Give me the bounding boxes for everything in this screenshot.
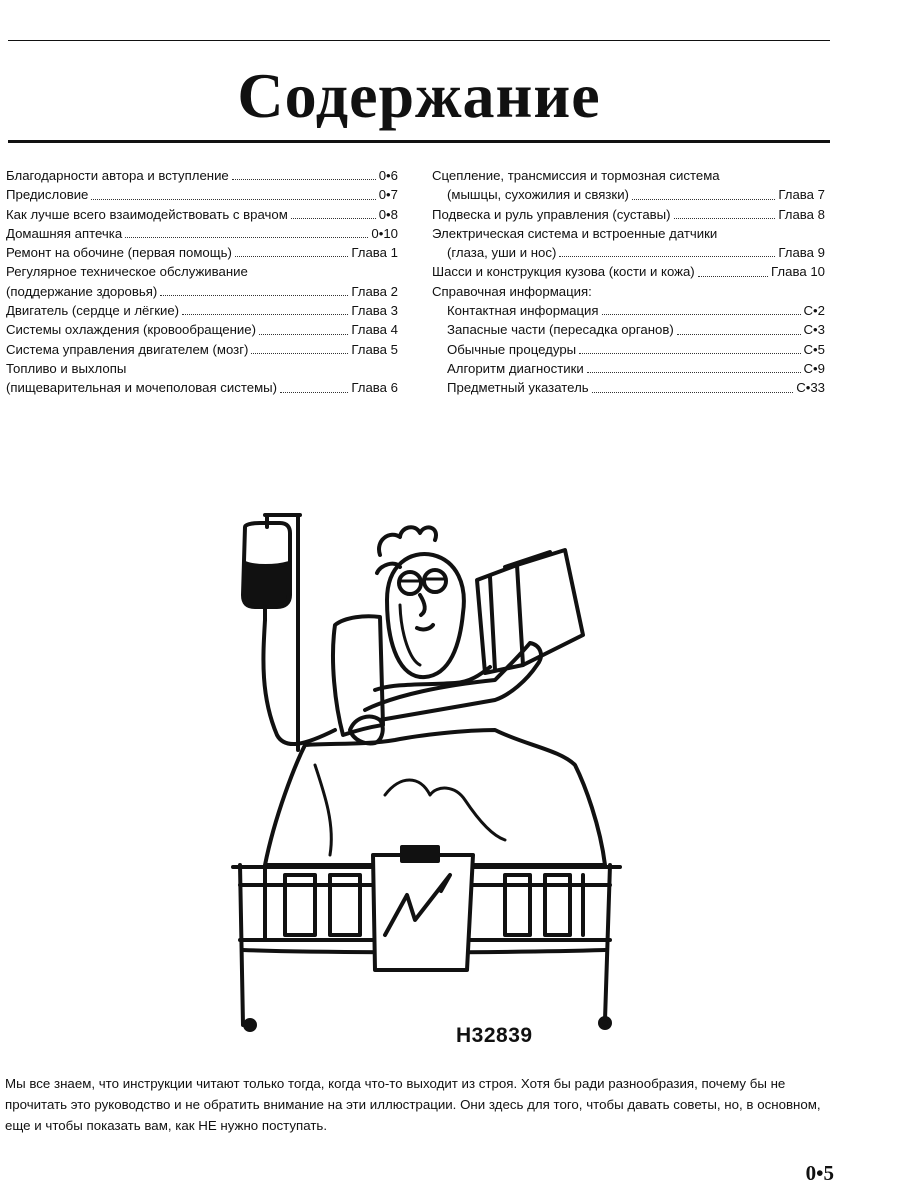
toc-entry[interactable]: Системы охлаждения (кровообращение) Глава 4 xyxy=(6,322,398,338)
toc-entry[interactable]: Как лучше всего взаимодействовать с врачом 0•8 xyxy=(6,206,398,222)
page-number: 0•5 xyxy=(805,1161,834,1185)
toc-entry-heading: Сцепление, трансмиссия и тормозная система xyxy=(432,168,720,183)
toc-entry[interactable]: Предметный указатель С•33 xyxy=(447,380,825,396)
toc-entry[interactable]: (глаза, уши и нос) Глава 9 xyxy=(447,245,825,261)
figure-caption: Мы все знаем, что инструкции читают только тогда, когда что-то выходит из строя. Хотя бы ради разнообразия, почему бы не прочитать это руководство и не обратить внимание на эти иллюстрации. Они здесь для того, чтобы давать советы, но, в основном, еще и чтобы показать вам, как НЕ нужно поступать. xyxy=(5,1076,821,1133)
toc-entry[interactable]: (пищеварительная и мочеполовая системы) Глава 6 xyxy=(6,380,398,396)
toc-right-column xyxy=(432,166,825,398)
toc-entry[interactable]: Подвеска и руль управления (суставы) Глава 8 xyxy=(432,206,825,222)
toc-entry[interactable]: Ремонт на обочине (первая помощь) Глава 1 xyxy=(6,245,398,261)
blanket-fold xyxy=(385,780,505,840)
blanket-fold xyxy=(315,765,331,855)
toc-entry-heading: Электрическая система и встроенные датчики xyxy=(432,225,718,241)
blanket xyxy=(265,730,605,865)
medical-chart xyxy=(373,847,473,970)
title-underline xyxy=(8,140,830,143)
toc-entry[interactable]: Домашняя аптечка 0•10 xyxy=(6,225,398,241)
patient-figure xyxy=(350,527,583,743)
toc-entry[interactable]: Обычные процедуры С•5 xyxy=(447,341,825,357)
iv-drip-stand xyxy=(243,515,335,750)
toc-entry-heading: Регулярное техническое обслуживание xyxy=(6,264,248,280)
toc-section-heading: Справочная информация: xyxy=(432,283,592,299)
toc-entry[interactable]: Запасные части (пересадка органов) С•3 xyxy=(447,322,825,338)
figure-code-label: H32839 xyxy=(456,1024,533,1047)
patient-in-bed-illustration xyxy=(205,495,655,1055)
toc-entry[interactable]: Предисловие 0•7 xyxy=(6,187,398,203)
toc-left-column xyxy=(6,166,398,398)
toc-entry[interactable]: Благодарности автора и вступление 0•6 xyxy=(6,168,398,183)
toc-entry[interactable]: Шасси и конструкция кузова (кости и кожа) Глава 10 xyxy=(432,264,825,280)
top-rule xyxy=(8,40,830,41)
toc-entry[interactable]: Система управления двигателем (мозг) Глава 5 xyxy=(6,341,398,357)
toc-entry[interactable]: (мышцы, сухожилия и связки) Глава 7 xyxy=(447,187,825,203)
page-title: Содержание xyxy=(237,60,601,131)
toc-entry[interactable]: Алгоритм диагностики С•9 xyxy=(447,360,825,376)
toc-entry-heading: Топливо и выхлопы xyxy=(6,360,127,376)
toc-entry[interactable]: Двигатель (сердце и лёгкие) Глава 3 xyxy=(6,303,398,319)
toc-entry[interactable]: Контактная информация С•2 xyxy=(447,303,825,319)
toc-entry[interactable]: (поддержание здоровья) Глава 2 xyxy=(6,283,398,299)
